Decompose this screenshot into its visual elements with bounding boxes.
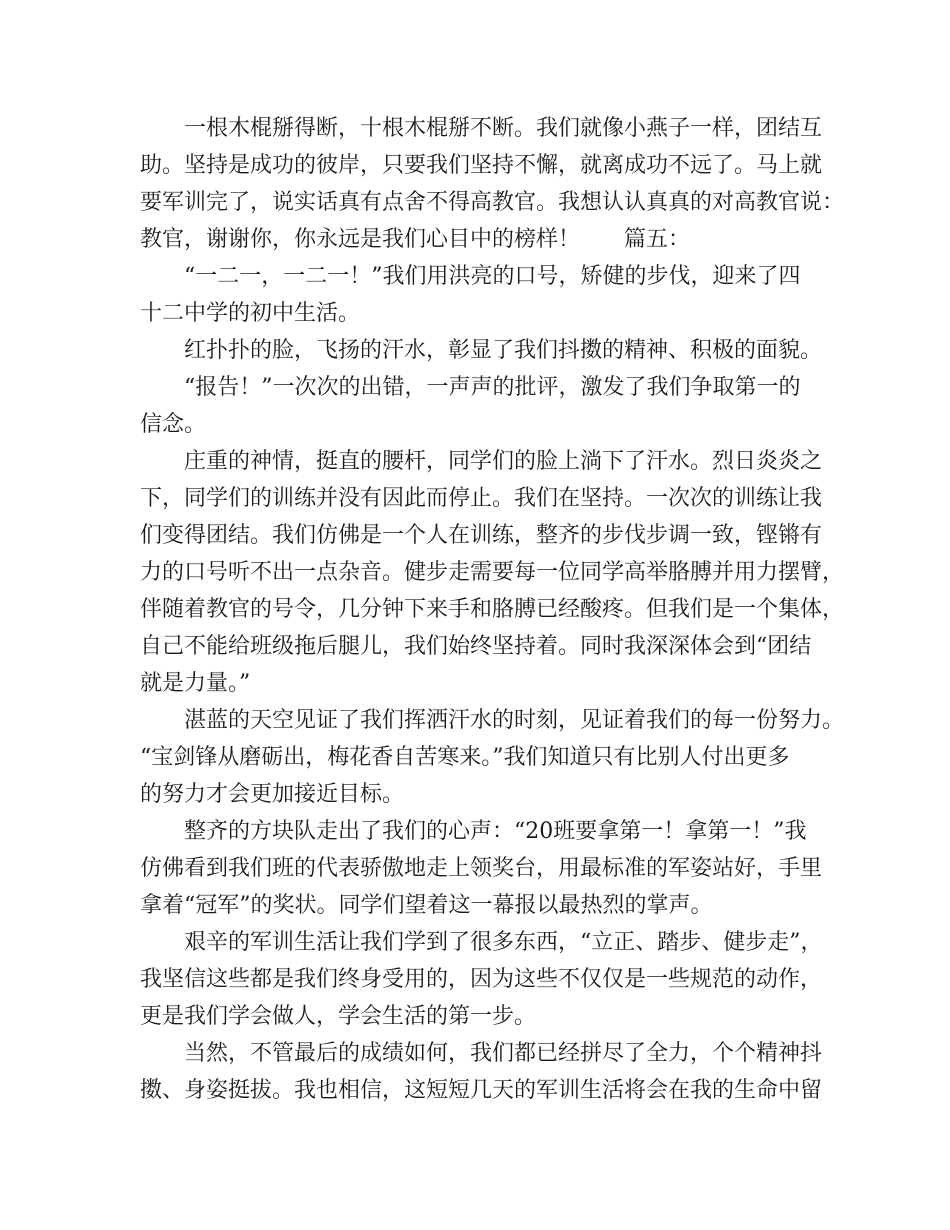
text-line-13: 力的口号听不出一点杂音。健步走需要每一位同学高举胳膊并用力摆臂，	[140, 560, 845, 585]
text-line-16: 就是力量。”	[140, 671, 251, 696]
text-line-22: 拿着“冠军”的奖状。同学们望着这一幕报以最热烈的掌声。	[140, 893, 713, 918]
text-line-14: 伴随着教官的号令，几分钟下来手和胳膊已经酸疼。但我们是一个集体，	[140, 597, 845, 622]
text-line-12: 们变得团结。我们仿佛是一个人在训练，整齐的步伐步调一致，铿锵有	[140, 523, 823, 548]
document-body	[140, 110, 845, 1109]
text-line-19: 的努力才会更加接近目标。	[140, 782, 405, 807]
text-line-1: 一根木棍掰得断，十根木棍掰不断。我们就像小燕子一样，团结互	[140, 116, 823, 141]
text-line-5: “一二一，一二一！”我们用洪亮的口号，矫健的步伐，迎来了四	[140, 264, 801, 289]
text-line-9: 信念。	[140, 412, 207, 437]
text-line-8: “报告！”一次次的出错，一声声的批评，激发了我们争取第一的	[140, 375, 801, 400]
text-line-10: 庄重的神情，挺直的腰杆，同学们的脸上淌下了汗水。烈日炎炎之	[140, 449, 823, 474]
text-line-18: “宝剑锋从磨砺出，梅花香自苦寒来。”我们知道只有比别人付出更多	[140, 745, 790, 770]
text-line-26: 当然，不管最后的成绩如何，我们都已经拼尽了全力，个个精神抖	[140, 1041, 823, 1066]
text-line-3: 要军训完了，说实话真有点舍不得高教官。我想认认真真的对高教官说：	[140, 190, 845, 215]
text-line-20: 整齐的方块队走出了我们的心声：“20班要拿第一！拿第一！”我	[140, 819, 807, 844]
text-line-23: 艰辛的军训生活让我们学到了很多东西，“立正、踏步、健步走”，	[140, 930, 823, 955]
text-line-2: 助。坚持是成功的彼岸，只要我们坚持不懈，就离成功不远了。马上就	[140, 153, 823, 178]
text-line-11: 下，同学们的训练并没有因此而停止。我们在坚持。一次次的训练让我	[140, 486, 823, 511]
text-line-15: 自己不能给班级拖后腿儿，我们始终坚持着。同时我深深体会到“团结	[140, 634, 812, 659]
text-line-27: 擞、身姿挺拔。我也相信，这短短几天的军训生活将会在我的生命中留	[140, 1078, 823, 1103]
text-line-24: 我坚信这些都是我们终身受用的，因为这些不仅仅是一些规范的动作，	[140, 967, 823, 992]
text-line-21: 仿佛看到我们班的代表骄傲地走上领奖台，用最标准的军姿站好，手里	[140, 856, 823, 881]
text-line-4: 教官，谢谢你，你永远是我们心目中的榜样！ 篇五：	[140, 227, 691, 252]
text-line-25: 更是我们学会做人，学会生活的第一步。	[140, 1004, 537, 1029]
text-line-17: 湛蓝的天空见证了我们挥洒汗水的时刻，见证着我们的每一份努力。	[140, 708, 845, 733]
text-line-6: 十二中学的初中生活。	[140, 301, 361, 326]
text-line-7: 红扑扑的脸，飞扬的汗水，彰显了我们抖擞的精神、积极的面貌。	[140, 338, 823, 363]
